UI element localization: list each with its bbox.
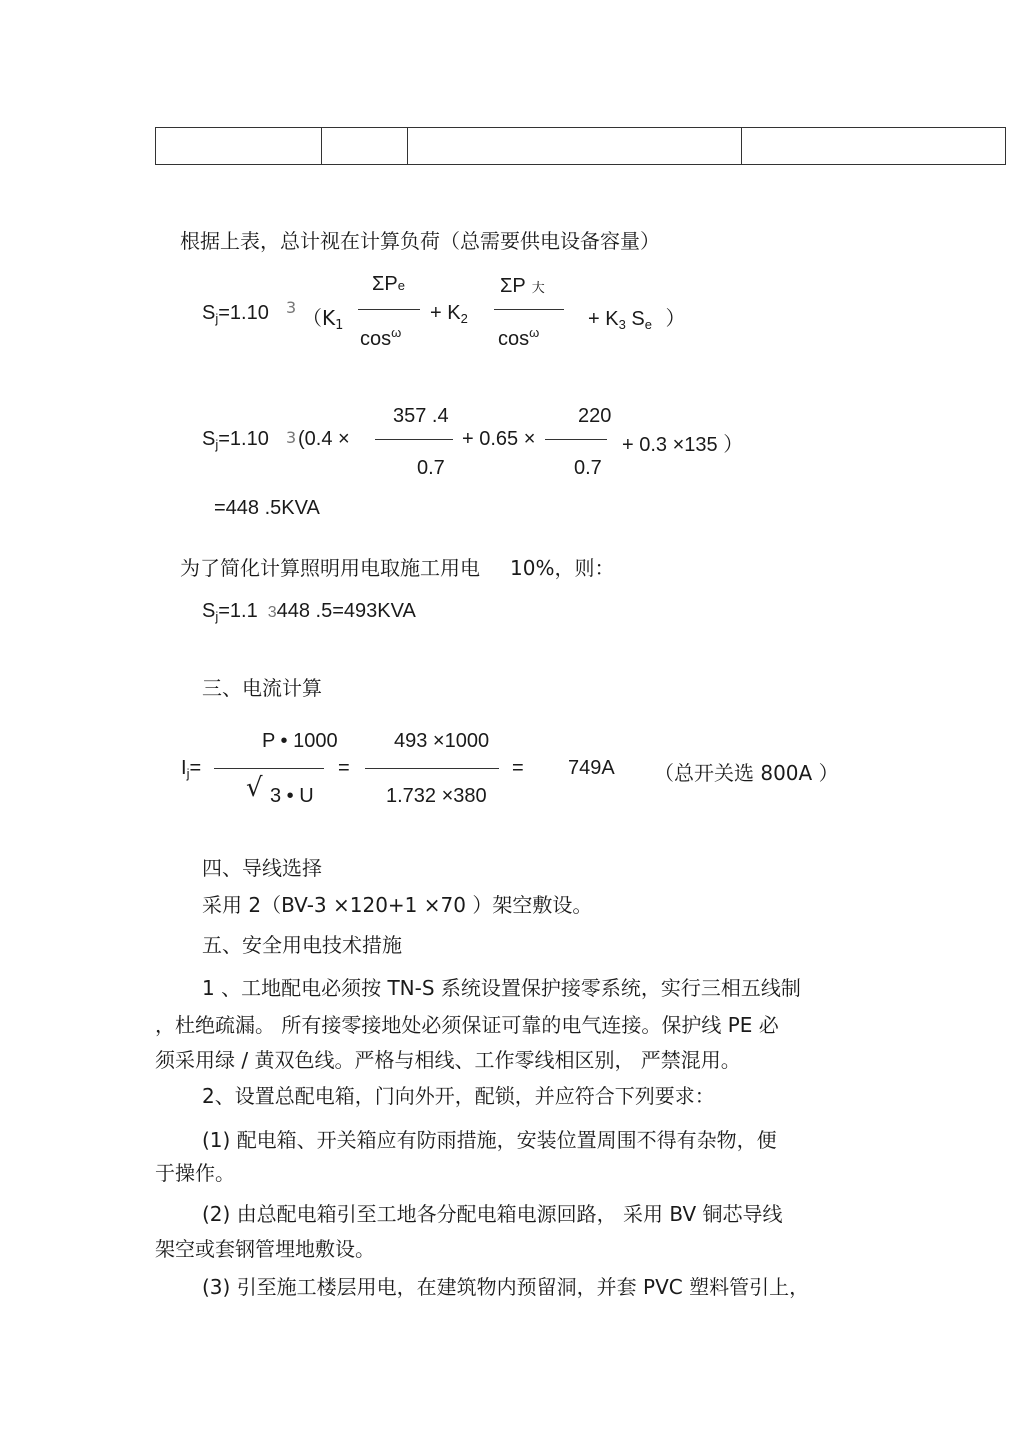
sqrt-three: 3: [286, 298, 297, 317]
fraction3-numerator: 357 .4: [393, 405, 449, 427]
paragraph-1-line-1: 1 、工地配电必须按 TN-S 系统设置保护接零系统，实行三相五线制: [202, 976, 801, 1000]
current-fraction-a-numerator: P • 1000: [262, 730, 338, 752]
sqrt-icon: √: [246, 773, 263, 803]
fraction4-denominator: 0.7: [574, 457, 602, 479]
paragraph-1-line-2: ，杜绝疏漏。 所有接零接地处必须保证可靠的电气连接。保护线 PE 必: [155, 1013, 779, 1037]
lighting-note: 为了简化计算照明用电取施工用电 10%，则：: [180, 556, 615, 580]
intro-text: 根据上表，总计视在计算负荷（总需要供电设备容量）: [180, 229, 660, 253]
coefficient-0-4: (0.4 ×: [298, 428, 350, 450]
k1-term: （$K_1$: [302, 306, 344, 333]
section-heading-current: 三、电流计算: [202, 676, 322, 700]
current-lhs: $I_j=$: [181, 757, 202, 781]
fraction1-numerator: ΣPe: [372, 273, 405, 295]
k2-term: + $K_2$: [430, 302, 468, 326]
fraction4-bar: [545, 439, 607, 440]
current-equals-2: =: [338, 757, 350, 779]
coefficient-0-3: + 0.3 ×135 ）: [622, 434, 744, 456]
fraction3-denominator: 0.7: [417, 457, 445, 479]
formula1-lhs: $S_j=1.10$: [202, 302, 269, 326]
fraction2-denominator: $\cos^\omega$: [498, 325, 540, 350]
k3-term: + $K_3$ $S_e$ ）: [588, 308, 686, 332]
item-1-line-2: 于操作。: [155, 1161, 235, 1185]
fraction4-numerator: 220: [578, 405, 612, 427]
current-value: 749A: [568, 757, 615, 779]
wire-selection-text: 采用 2（BV-3 ×120+1 ×70 ）架空敷设。: [202, 893, 593, 917]
table-divider: [407, 128, 408, 164]
main-switch-note: （总开关选 800A ）: [654, 761, 839, 785]
section-heading-wire: 四、导线选择: [202, 856, 322, 880]
current-fraction-b-denominator: 1.732 ×380: [386, 785, 487, 807]
fraction1-denominator: $\cos^\omega$: [360, 325, 402, 350]
current-fraction-a-denominator: 3 • U: [270, 785, 314, 807]
current-fraction-a-bar: [214, 768, 324, 769]
current-equals-3: =: [512, 757, 524, 779]
sqrt-three: 3: [286, 428, 297, 447]
fraction2-numerator: ΣP 大: [500, 275, 545, 297]
coefficient-0-65: + 0.65 ×: [462, 428, 536, 450]
formula2-lhs: $S_j=1.10$: [202, 428, 269, 452]
item-2-line-1: (2) 由总配电箱引至工地各分配电箱电源回路， 采用 BV 铜芯导线: [202, 1202, 783, 1226]
paragraph-2: 2、设置总配电箱，门向外开，配锁，并应符合下列要求：: [202, 1084, 715, 1108]
item-3-line-1: (3) 引至施工楼层用电，在建筑物内预留洞，并套 PVC 塑料管引上，: [202, 1275, 810, 1299]
fraction1-bar: [358, 309, 420, 310]
section-heading-safety: 五、安全用电技术措施: [202, 933, 402, 957]
table-divider: [321, 128, 322, 164]
item-1-line-1: (1) 配电箱、开关箱应有防雨措施，安装位置周围不得有杂物，便: [202, 1128, 777, 1152]
current-fraction-b-numerator: 493 ×1000: [394, 730, 490, 752]
item-2-line-2: 架空或套钢管埋地敷设。: [155, 1237, 375, 1261]
fraction2-bar: [494, 309, 564, 310]
paragraph-1-line-3: 须采用绿 / 黄双色线。严格与相线、工作零线相区别， 严禁混用。: [155, 1048, 741, 1072]
result-448: =448 .5KVA: [214, 497, 320, 519]
fraction3-bar: [375, 439, 453, 440]
table-bottom-row: [155, 127, 1006, 165]
formula-total-load: $S_j=1.1$ 3448 .5=493KVA: [202, 600, 416, 624]
current-fraction-b-bar: [365, 768, 499, 769]
table-divider: [741, 128, 742, 164]
